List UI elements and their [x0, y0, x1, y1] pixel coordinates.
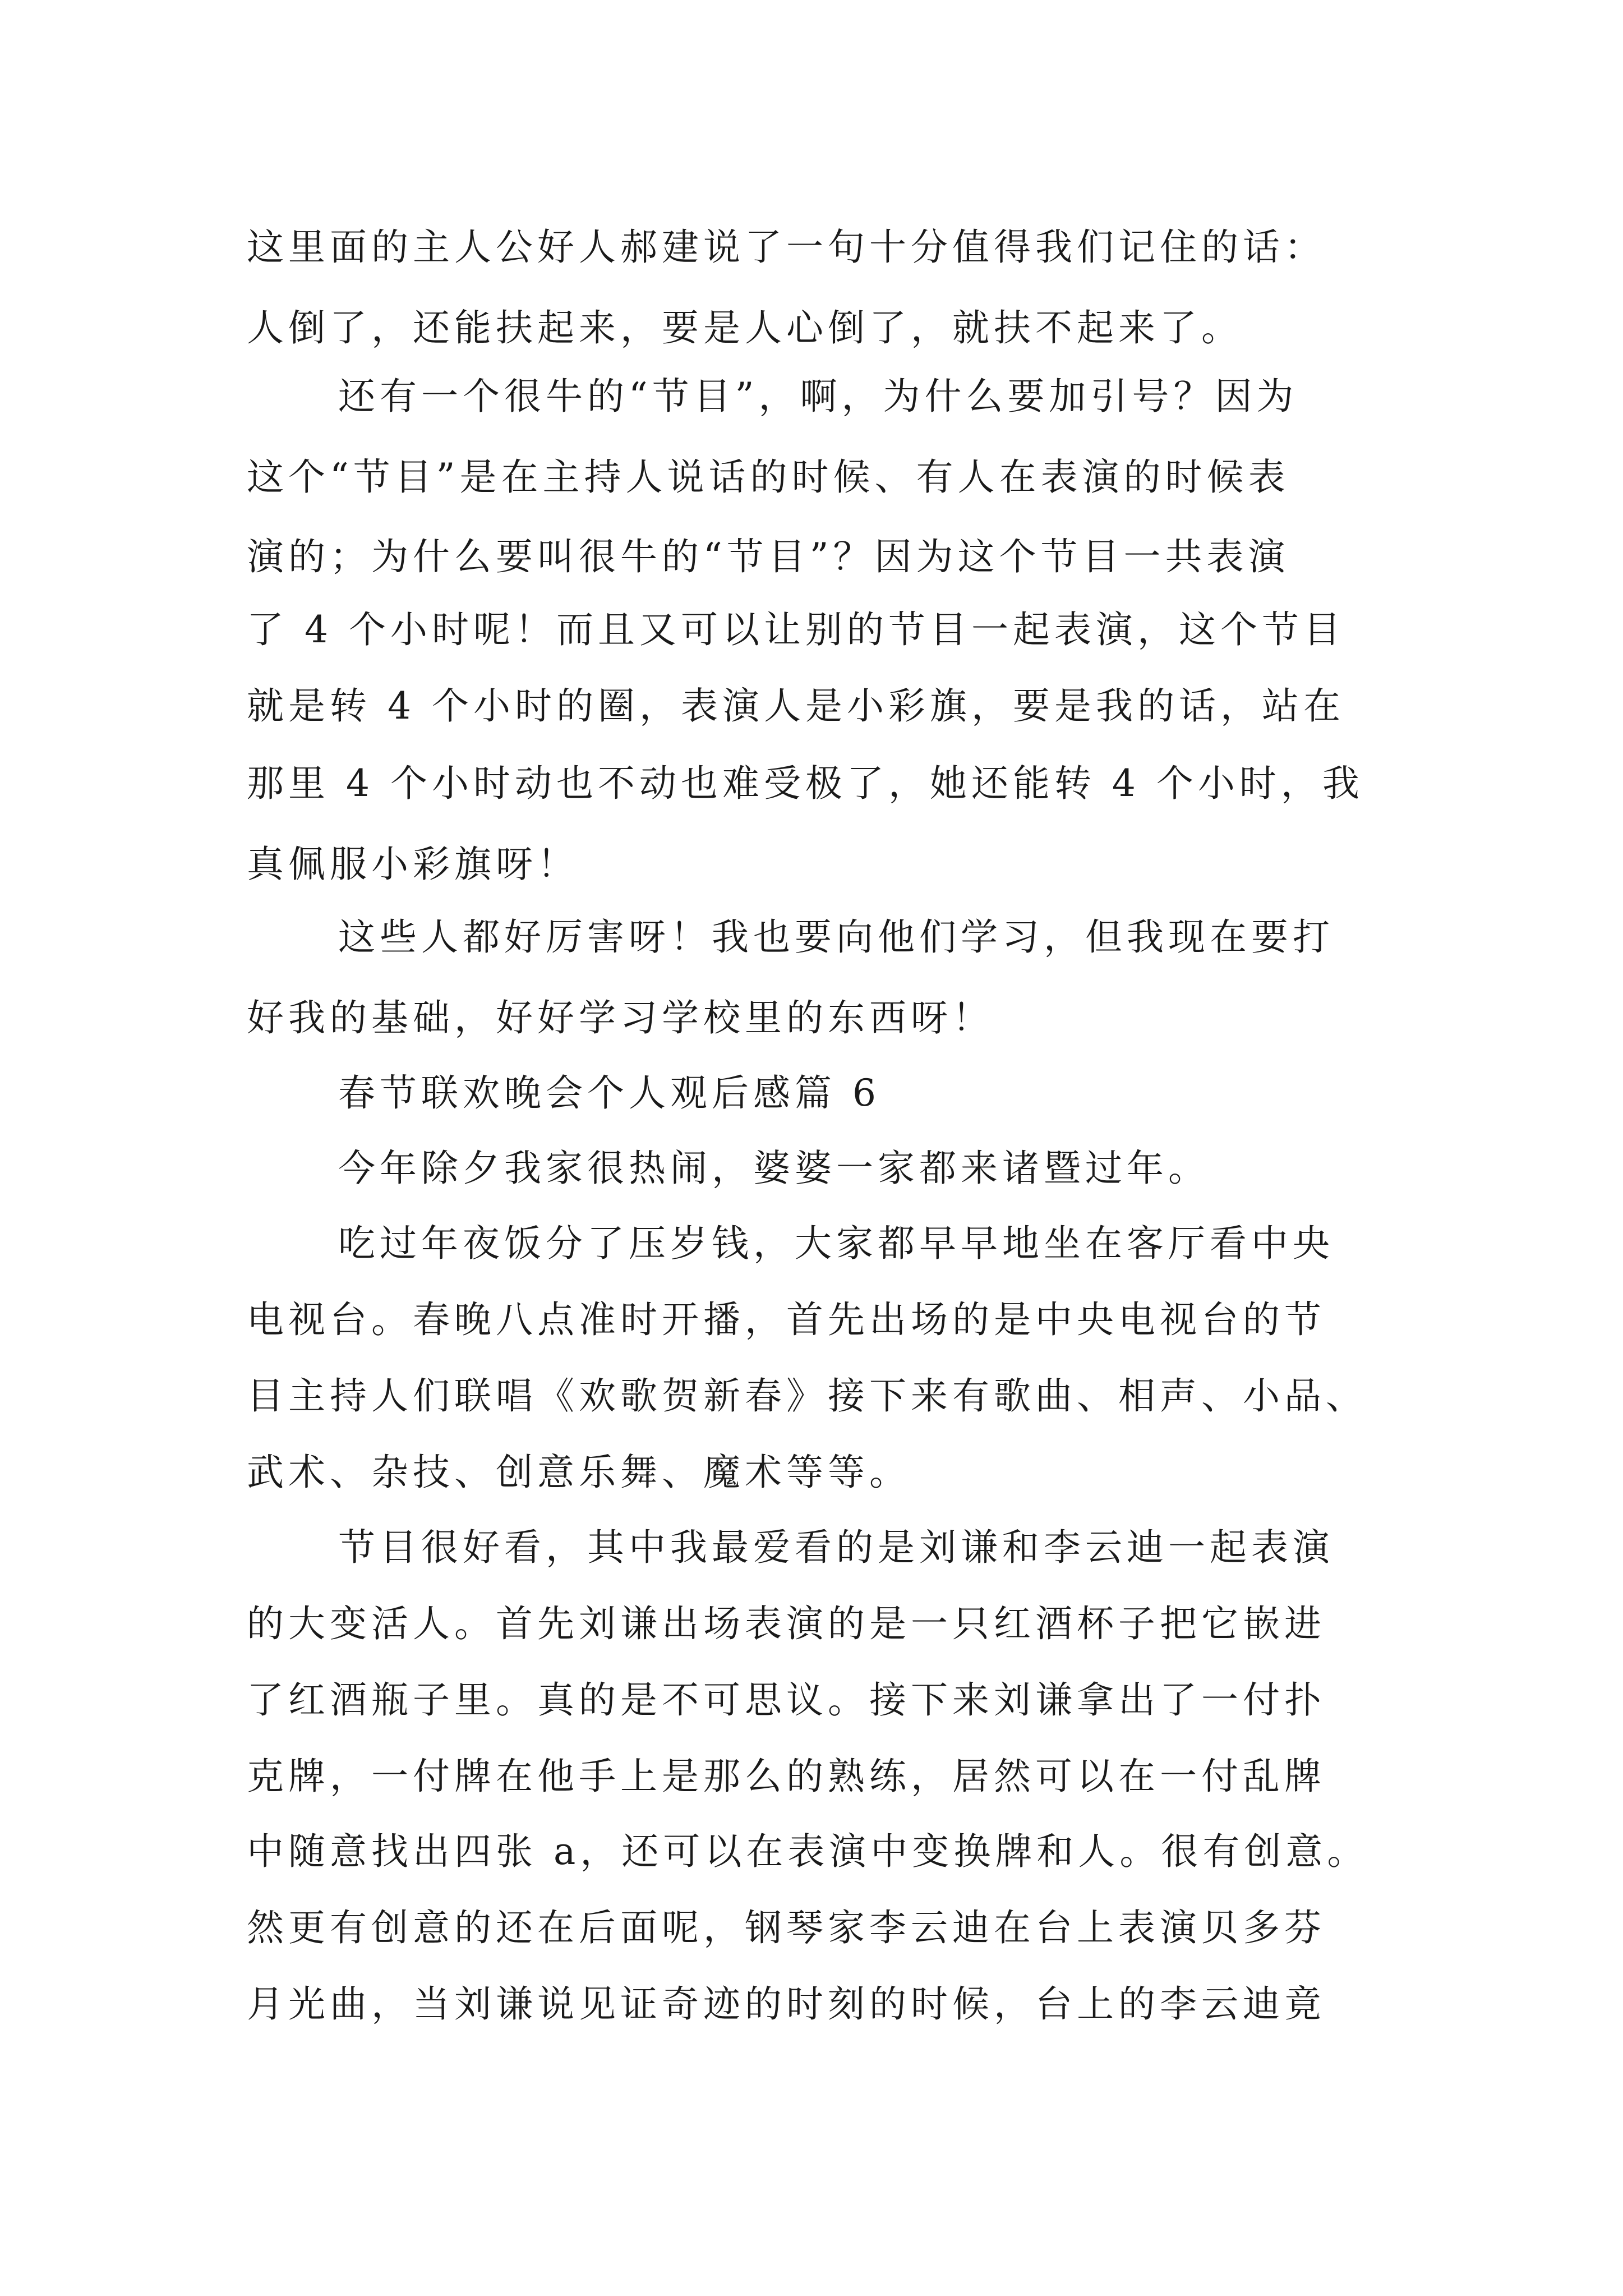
- text-line: 月光曲，当刘谦说见证奇迹的时刻的时候，台上的李云迪竟: [247, 1982, 1326, 2026]
- text-line: 还有一个很牛的“节目”，啊，为什么要加引号？因为: [338, 375, 1298, 418]
- text-line: 吃过年夜饭分了压岁钱，大家都早早地坐在客厅看中央: [338, 1222, 1334, 1265]
- text-line: 克牌，一付牌在他手上是那么的熟练，居然可以在一付乱牌: [247, 1755, 1326, 1798]
- text-line: 然更有创意的还在后面呢，钢琴家李云迪在台上表演贝多芬: [247, 1906, 1326, 1949]
- text-line: 的大变活人。首先刘谦出场表演的是一只红酒杯子把它嵌进: [247, 1602, 1326, 1645]
- text-line: 就是转 4 个小时的圈，表演人是小彩旗，要是我的话，站在: [247, 684, 1345, 728]
- text-line: 这个“节目”是在主持人说话的时候、有人在表演的时候表: [247, 455, 1290, 499]
- text-line: 真佩服小彩旗呀！: [247, 843, 579, 886]
- text-line: 今年除夕我家很热闹，婆婆一家都来诸暨过年。: [338, 1147, 1210, 1190]
- text-line: 演的；为什么要叫很牛的“节目”？因为这个节目一共表演: [247, 535, 1290, 578]
- text-line: 那里 4 个小时动也不动也难受极了，她还能转 4 个小时，我: [247, 762, 1364, 805]
- section-heading: 春节联欢晚会个人观后感篇 6: [338, 1071, 880, 1115]
- text-line: 目主持人们联唱《欢歌贺新春》接下来有歌曲、相声、小品、: [247, 1374, 1367, 1418]
- text-line: 好我的基础，好好学习学校里的东西呀！: [247, 996, 994, 1039]
- text-line: 这些人都好厉害呀！我也要向他们学习，但我现在要打: [338, 915, 1334, 959]
- text-line: 中随意找出四张 a，还可以在表演中变换牌和人。很有创意。: [247, 1830, 1369, 1873]
- text-line: 了红酒瓶子里。真的是不可思议。接下来刘谦拿出了一付扑: [247, 1678, 1326, 1722]
- text-line: 电视台。春晚八点准时开播，首先出场的是中央电视台的节: [247, 1298, 1326, 1341]
- text-line: 武术、杂技、创意乐舞、魔术等等。: [247, 1451, 911, 1494]
- text-line: 节目很好看，其中我最爱看的是刘谦和李云迪一起表演: [338, 1526, 1334, 1569]
- text-line: 人倒了，还能扶起来，要是人心倒了，就扶不起来了。: [247, 306, 1243, 349]
- text-line: 这里面的主人公好人郝建说了一句十分值得我们记住的话：: [247, 226, 1326, 269]
- text-line: 了 4 个小时呢！而且又可以让别的节目一起表演，这个节目: [247, 608, 1345, 651]
